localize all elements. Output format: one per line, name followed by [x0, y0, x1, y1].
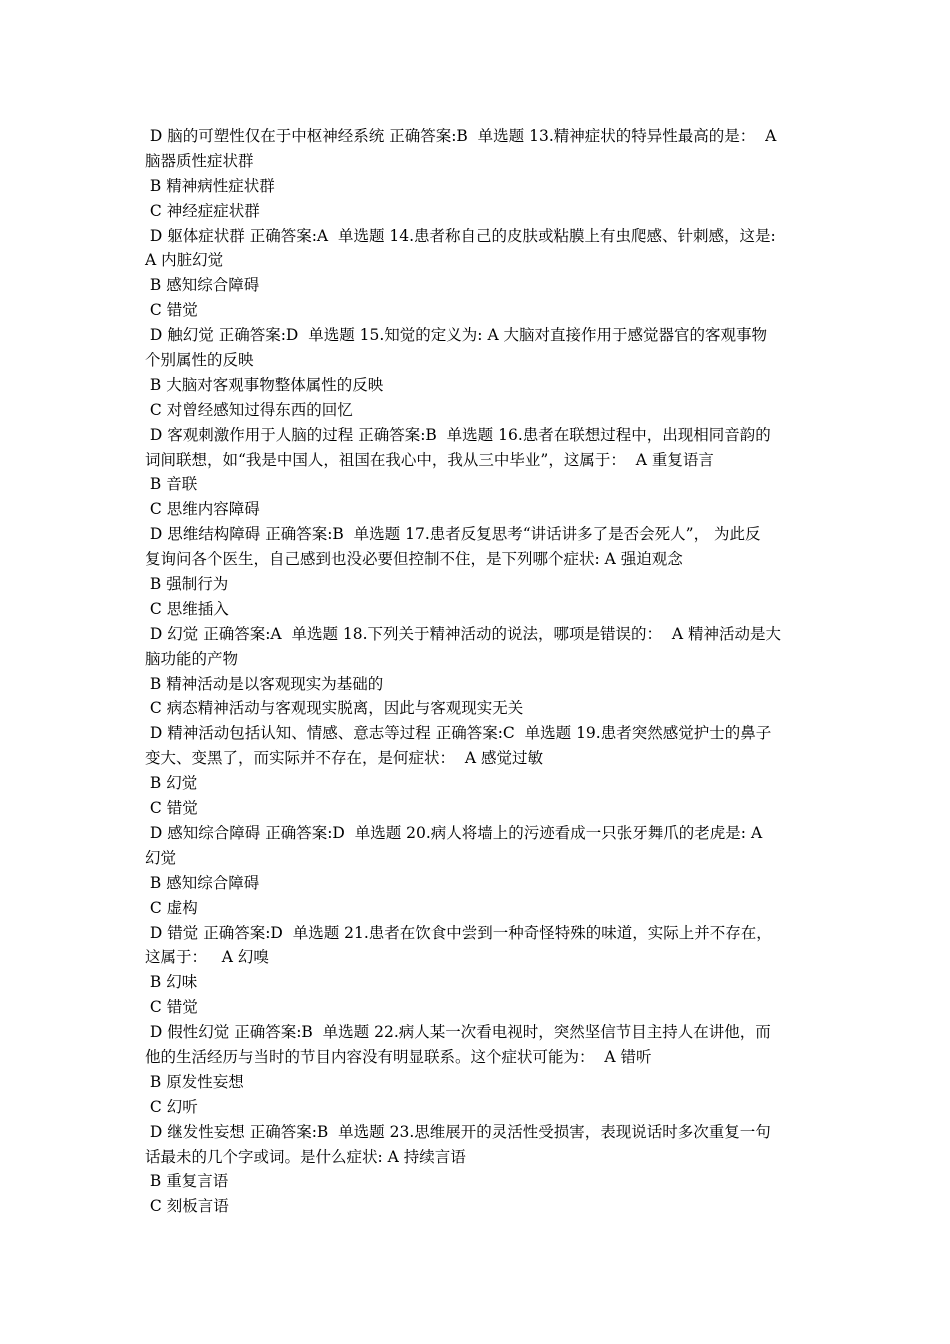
text-line: D 触幻觉 正确答案:D 单选题 15.知觉的定义为: A 大脑对直接作用于感觉器官的客观事物: [145, 326, 768, 345]
text-line: C 错觉: [145, 799, 198, 818]
text-line: 他的生活经历与当时的节目内容没有明显联系。这个症状可能为： A 错听: [145, 1047, 652, 1066]
text-line: B 精神活动是以客观现实为基础的: [145, 674, 384, 693]
text-line: B 感知综合障碍: [145, 873, 260, 892]
text-line: C 刻板言语: [145, 1197, 229, 1216]
text-line: 话最未的几个字或词。是什么症状: A 持续言语: [145, 1147, 466, 1166]
text-line: 脑器质性症状群: [145, 151, 254, 170]
text-line: D 继发性妄想 正确答案:B 单选题 23.思维展开的灵活性受损害，表现说话时多次重复一句: [145, 1122, 771, 1141]
text-line: C 错觉: [145, 998, 198, 1017]
text-line: B 精神病性症状群: [145, 176, 275, 195]
text-line: B 音联: [145, 475, 198, 494]
text-line: D 错觉 正确答案:D 单选题 21.患者在饮食中尝到一种奇怪特殊的味道，实际上并不存在，: [145, 923, 772, 942]
text-line: B 重复言语: [145, 1172, 229, 1191]
text-line: D 躯体症状群 正确答案:A 单选题 14.患者称自己的皮肤或粘膜上有虫爬感、针刺感，这是:: [145, 226, 776, 245]
text-line: 这属于： A 幻嗅: [145, 948, 269, 967]
text-line: B 幻味: [145, 973, 198, 992]
text-line: D 脑的可塑性仅在于中枢神经系统 正确答案:B 单选题 13.精神症状的特异性最高的是： A: [145, 127, 777, 145]
text-line: C 幻听: [145, 1097, 198, 1116]
text-line: A 内脏幻觉: [145, 251, 224, 270]
text-line: 幻觉: [145, 848, 177, 867]
document-body: [145, 124, 810, 1219]
text-line: C 对曾经感知过得东西的回忆: [145, 400, 353, 419]
text-line: 脑功能的产物: [145, 649, 239, 668]
text-line: B 幻觉: [145, 774, 198, 793]
text-line: C 病态精神活动与客观现实脱离，因此与客观现实无关: [145, 699, 524, 718]
text-line: B 感知综合障碍: [145, 276, 260, 295]
text-line: B 原发性妄想: [145, 1072, 244, 1091]
text-line: D 精神活动包括认知、情感、意志等过程 正确答案:C 单选题 19.患者突然感觉护士的鼻子: [145, 724, 772, 743]
text-line: D 假性幻觉 正确答案:B 单选题 22.病人某一次看电视时，突然坚信节目主持人在讲他，而: [145, 1023, 771, 1042]
text-line: 词间联想，如“我是中国人，祖国在我心中，我从三中毕业”，这属于： A 重复语言: [145, 450, 714, 469]
text-line: D 思维结构障碍 正确答案:B 单选题 17.患者反复思考“讲话讲多了是否会死人”， 为此反: [145, 525, 761, 544]
text-line: 变大、变黑了，而实际并不存在，是何症状： A 感觉过敏: [145, 749, 543, 768]
text-line: D 幻觉 正确答案:A 单选题 18.下列关于精神活动的说法，哪项是错误的： A 精神活动是大: [145, 624, 782, 643]
text-line: C 思维内容障碍: [145, 500, 260, 519]
text-line: B 大脑对客观事物整体属性的反映: [145, 375, 384, 394]
text-line: 复询问各个医生，自己感到也没必要但控制不住，是下列哪个症状: A 强迫观念: [145, 550, 683, 569]
text-line: D 感知综合障碍 正确答案:D 单选题 20.病人将墙上的污迹看成一只张牙舞爪的老虎是: A: [145, 823, 763, 842]
text-line: D 客观刺激作用于人脑的过程 正确答案:B 单选题 16.患者在联想过程中，出现相同音韵的: [145, 425, 771, 444]
text-line: B 强制行为: [145, 575, 229, 594]
text-line: C 虚构: [145, 898, 198, 917]
text-line: C 神经症症状群: [145, 201, 260, 220]
text-line: C 错觉: [145, 301, 198, 320]
text-line: C 思维插入: [145, 599, 229, 618]
text-line: 个别属性的反映: [145, 351, 254, 370]
